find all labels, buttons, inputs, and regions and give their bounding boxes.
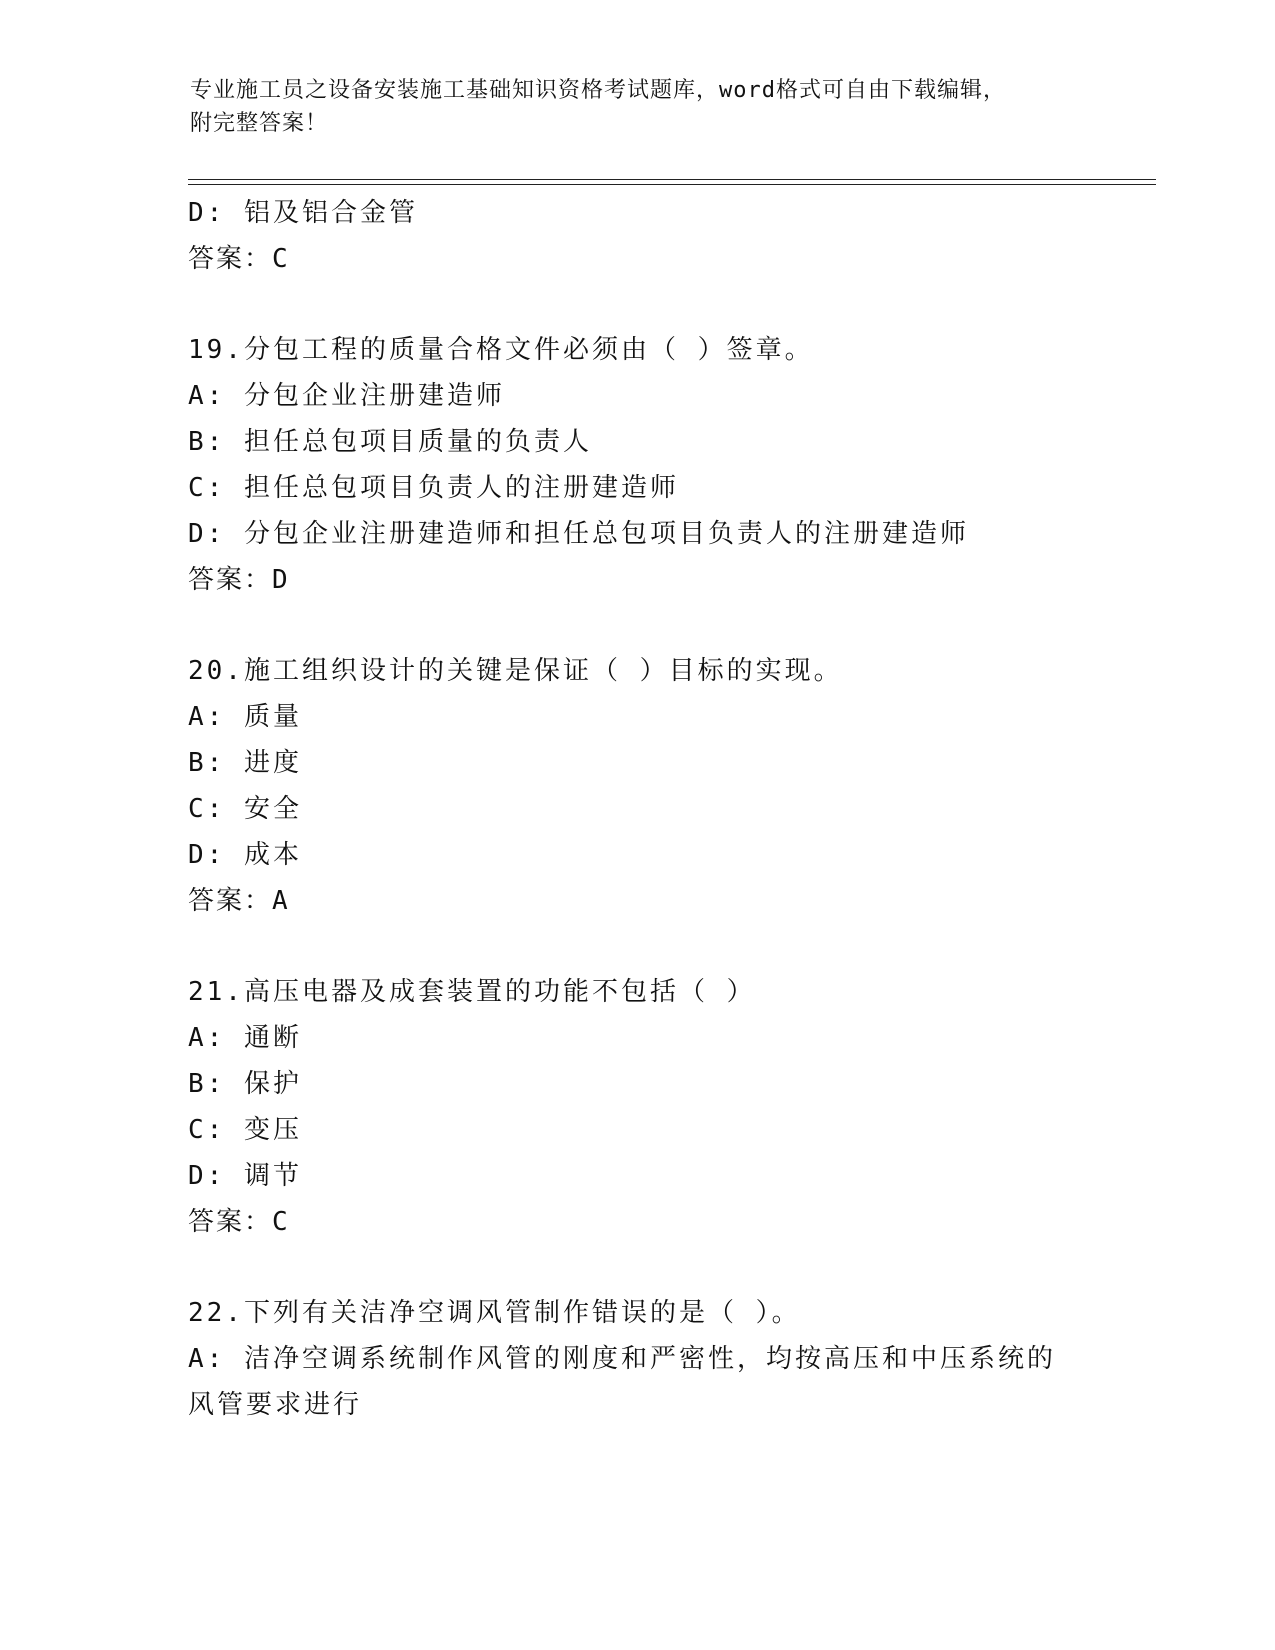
answer-line xyxy=(188,1199,1088,1245)
intro-line-2: 附完整答案！ xyxy=(190,111,329,136)
option-c: C: 安全 xyxy=(188,794,302,824)
question-20 xyxy=(188,648,1088,924)
question-stem: 21.高压电器及成套装置的功能不包括（ ） xyxy=(188,977,756,1007)
question-22 xyxy=(188,1290,1088,1428)
answer-value: C xyxy=(272,1207,290,1237)
question-21 xyxy=(188,969,1088,1245)
question-19 xyxy=(188,327,1088,603)
answer-label: 答案： xyxy=(188,1207,273,1237)
option-b: B: 进度 xyxy=(188,748,302,778)
question-stem: 22.下列有关洁净空调风管制作错误的是（ ）。 xyxy=(188,1298,801,1328)
question-stem: 20.施工组织设计的关键是保证（ ）目标的实现。 xyxy=(188,656,843,686)
question-stem: 19.分包工程的质量合格文件必须由（ ）签章。 xyxy=(188,335,814,365)
option-c: C: 变压 xyxy=(188,1115,302,1145)
question-spacer xyxy=(188,282,1088,327)
answer-label: 答案： xyxy=(188,244,273,274)
option-d: D: 调节 xyxy=(188,1161,302,1191)
option-b: B: 保护 xyxy=(188,1069,302,1099)
header-divider-bottom xyxy=(188,184,1156,185)
question-list xyxy=(188,190,1088,1428)
document-intro xyxy=(190,74,1090,140)
option-a: A: 洁净空调系统制作风管的刚度和严密性，均按高压和中压系统的风管要求进行 xyxy=(188,1344,1056,1420)
option-a: A: 通断 xyxy=(188,1023,302,1053)
option-a: A: 质量 xyxy=(188,702,302,732)
question-18-tail xyxy=(188,190,1088,282)
answer-label: 答案： xyxy=(188,565,273,595)
answer-value: A xyxy=(272,886,290,916)
answer-value: C xyxy=(272,244,290,274)
option-d: D: 分包企业注册建造师和担任总包项目负责人的注册建造师 xyxy=(188,519,969,549)
option-d: D: 铝及铝合金管 xyxy=(188,198,418,228)
header-divider-top xyxy=(188,179,1156,180)
intro-line-1: 专业施工员之设备安装施工基础知识资格考试题库，word格式可自由下载编辑， xyxy=(190,78,1006,103)
answer-line xyxy=(188,557,1088,603)
question-spacer xyxy=(188,924,1088,969)
answer-label: 答案： xyxy=(188,886,273,916)
answer-value: D xyxy=(272,565,290,595)
option-d: D: 成本 xyxy=(188,840,302,870)
option-c: C: 担任总包项目负责人的注册建造师 xyxy=(188,473,679,503)
question-spacer xyxy=(188,1245,1088,1290)
option-a: A: 分包企业注册建造师 xyxy=(188,381,505,411)
answer-line xyxy=(188,878,1088,924)
question-spacer xyxy=(188,603,1088,648)
option-b: B: 担任总包项目质量的负责人 xyxy=(188,427,592,457)
answer-line xyxy=(188,236,1088,282)
